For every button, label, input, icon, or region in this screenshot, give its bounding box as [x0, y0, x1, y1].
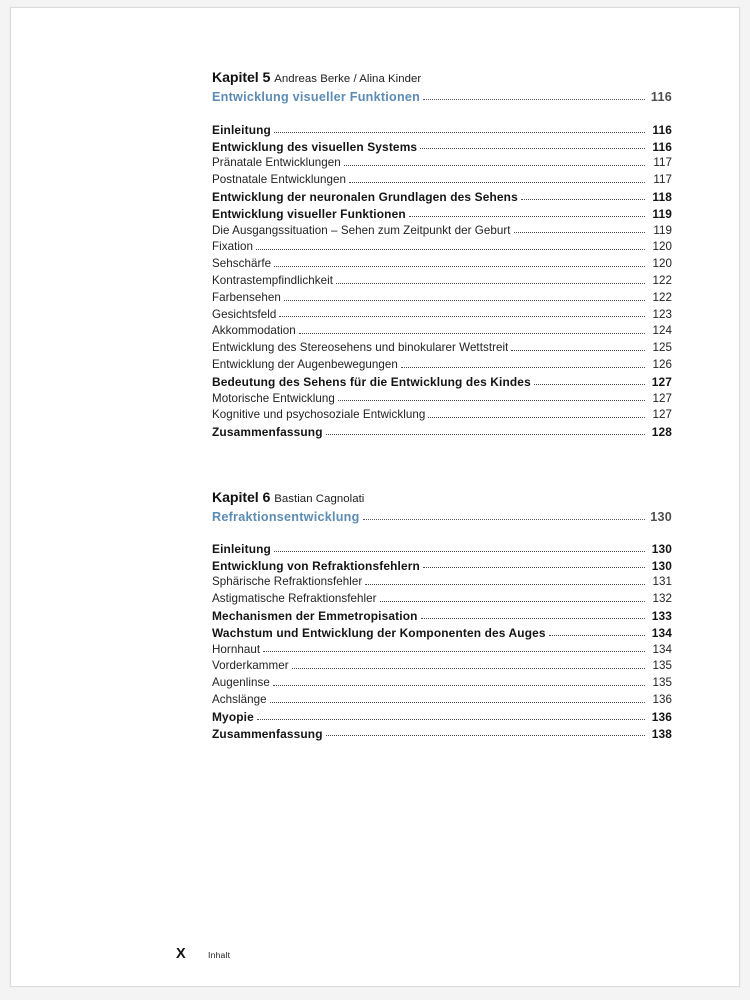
toc-entry-row[interactable]	[212, 122, 672, 139]
dot-leader	[263, 651, 645, 652]
toc-entry-row[interactable]	[212, 273, 672, 290]
toc-entry-title: Entwicklung des visuellen Systems	[212, 139, 418, 154]
toc-entry-title: Mechanismen der Emmetropisation	[212, 608, 418, 623]
dot-leader	[365, 584, 645, 585]
toc-entry-title: Entwicklung von Refraktionsfehlern	[212, 558, 420, 573]
toc-entry-row[interactable]	[212, 290, 672, 307]
dot-leader	[284, 300, 645, 301]
chapter-number-label: Kapitel 6	[212, 490, 271, 506]
toc-entry-title: Wachstum und Entwicklung der Komponenten des Auges	[212, 625, 546, 640]
toc-entry-row[interactable]	[212, 223, 672, 240]
toc-entry-title: Kontrastempfindlichkeit	[212, 273, 334, 287]
chapter-title-row[interactable]	[212, 89, 672, 106]
toc-entry-page-number: 123	[652, 307, 672, 321]
toc-entry-title: Zusammenfassung	[212, 726, 323, 741]
dot-leader	[326, 434, 645, 435]
spacer	[212, 106, 672, 122]
toc-entry-row[interactable]	[212, 642, 672, 659]
toc-entry-row[interactable]	[212, 172, 672, 189]
toc-entry-page-number: 117	[653, 173, 672, 187]
toc-entry-row[interactable]	[212, 239, 672, 256]
dot-leader	[511, 350, 645, 351]
toc-entry-row[interactable]	[212, 357, 672, 374]
dot-leader	[256, 249, 645, 250]
toc-entry-page-number: 122	[652, 273, 672, 287]
toc-entry-title: Sehschärfe	[212, 257, 272, 271]
dot-leader	[257, 719, 645, 720]
toc-entry-page-number: 125	[652, 341, 672, 355]
toc-entry-title: Gesichtsfeld	[212, 307, 277, 321]
dot-leader	[338, 400, 645, 401]
toc-entry-row[interactable]	[212, 574, 672, 591]
toc-entry-page-number: 116	[652, 122, 672, 137]
dot-leader	[380, 601, 645, 602]
toc-entry-page-number: 130	[651, 558, 672, 573]
chapter-title-row[interactable]	[212, 509, 672, 526]
chapter-block	[212, 490, 672, 742]
dot-leader	[428, 417, 645, 418]
dot-leader	[299, 333, 645, 334]
toc-entry-title: Einleitung	[212, 541, 271, 556]
dot-leader	[279, 316, 645, 317]
toc-entry-title: Kognitive und psychosoziale Entwicklung	[212, 408, 426, 422]
toc-entry-page-number: 130	[651, 541, 672, 556]
toc-entry-row[interactable]	[212, 541, 672, 558]
toc-entry-page-number: 118	[652, 189, 672, 204]
toc-entry-title: Akkommodation	[212, 324, 296, 338]
toc-entry-page-number: 119	[652, 206, 672, 221]
dot-leader	[549, 635, 645, 636]
dot-leader	[292, 668, 645, 669]
toc-entry-page-number: 122	[652, 290, 672, 304]
toc-entry-page-number: 127	[651, 374, 672, 389]
toc-entry-row[interactable]	[212, 206, 672, 223]
toc-entry-title: Entwicklung des Stereosehens und binokularer Wettstreit	[212, 341, 509, 355]
toc-entry-page-number: 116	[650, 90, 672, 104]
dot-leader	[420, 148, 645, 149]
toc-entry-page-number: 117	[653, 156, 672, 170]
toc-entry-title: Fixation	[212, 240, 253, 254]
toc-entry-title: Entwicklung der Augenbewegungen	[212, 357, 398, 371]
dot-leader	[514, 232, 645, 233]
chapter-block	[212, 70, 672, 441]
toc-entry-title: Motorische Entwicklung	[212, 391, 335, 405]
dot-leader	[270, 702, 645, 703]
dot-leader	[409, 216, 645, 217]
toc-entry-row[interactable]	[212, 155, 672, 172]
toc-entry-title: Refraktionsentwicklung	[212, 510, 360, 524]
toc-entry-page-number: 133	[651, 608, 672, 623]
toc-entry-title: Farbensehen	[212, 290, 281, 304]
toc-entry-row[interactable]	[212, 658, 672, 675]
toc-entry-row[interactable]	[212, 558, 672, 575]
toc-entry-title: Zusammenfassung	[212, 425, 323, 440]
toc-entry-page-number: 119	[653, 223, 672, 237]
chapter-number-label: Kapitel 5	[212, 70, 271, 86]
toc-entry-title: Myopie	[212, 709, 254, 724]
toc-entry-row[interactable]	[212, 139, 672, 156]
toc-entry-page-number: 120	[652, 240, 672, 254]
dot-leader	[423, 567, 645, 568]
dot-leader	[534, 384, 645, 385]
toc-entry-title: Bedeutung des Sehens für die Entwicklung des Kindes	[212, 374, 531, 389]
toc-entry-page-number: 136	[651, 709, 672, 724]
dot-leader	[326, 735, 645, 736]
toc-entry-row[interactable]	[212, 256, 672, 273]
chapter-author: Bastian Cagnolati	[274, 493, 365, 505]
chapter-heading	[212, 70, 672, 87]
toc-entry-row[interactable]	[212, 391, 672, 408]
toc-entry-title: Hornhaut	[212, 642, 261, 656]
dot-leader	[349, 182, 645, 183]
toc-entry-page-number: 126	[652, 357, 672, 371]
dot-leader	[401, 367, 645, 368]
toc-entry-page-number: 128	[651, 425, 672, 440]
toc-entry-title: Augenlinse	[212, 676, 270, 690]
toc-entry-page-number: 135	[652, 676, 672, 690]
toc-entry-title: Die Ausgangssituation – Sehen zum Zeitpunkt der Geburt	[212, 223, 511, 237]
toc-entry-page-number: 116	[652, 139, 672, 154]
dot-leader	[274, 132, 645, 133]
toc-entry-row[interactable]	[212, 340, 672, 357]
dot-leader	[336, 283, 645, 284]
dot-leader	[521, 199, 645, 200]
toc-entry-page-number: 130	[650, 510, 672, 524]
toc-entry-title: Astigmatische Refraktionsfehler	[212, 592, 377, 606]
toc-entry-title: Vorderkammer	[212, 659, 289, 673]
chapter-author: Andreas Berke / Alina Kinder	[274, 73, 422, 85]
toc-entry-row[interactable]	[212, 591, 672, 608]
toc-entry-title: Einleitung	[212, 122, 271, 137]
toc-entry-title: Entwicklung der neuronalen Grundlagen des Sehens	[212, 189, 518, 204]
toc-entry-row[interactable]	[212, 407, 672, 424]
toc-entry-row[interactable]	[212, 323, 672, 340]
toc-entry-row[interactable]	[212, 726, 672, 743]
toc-entry-row[interactable]	[212, 625, 672, 642]
toc-entry-page-number: 124	[652, 324, 672, 338]
toc-entry-title: Entwicklung visueller Funktionen	[212, 90, 421, 104]
toc-entry-page-number: 127	[652, 408, 672, 422]
toc-entry-page-number: 135	[652, 659, 672, 673]
toc-entry-row[interactable]	[212, 709, 672, 726]
toc-entry-page-number: 134	[652, 642, 672, 656]
footer-section-label: Inhalt	[207, 950, 231, 960]
toc-entry-page-number: 127	[652, 391, 672, 405]
dot-leader	[421, 618, 645, 619]
dot-leader	[273, 685, 645, 686]
book-page	[10, 7, 740, 987]
toc-entry-title: Sphärische Refraktionsfehler	[212, 575, 363, 589]
page-footer	[176, 946, 230, 962]
chapter-heading	[212, 490, 672, 507]
toc-entry-page-number: 132	[652, 592, 672, 606]
toc-entry-row[interactable]	[212, 424, 672, 441]
toc-entry-row[interactable]	[212, 307, 672, 324]
toc-entry-title: Postnatale Entwicklungen	[212, 173, 346, 187]
toc-entry-page-number: 136	[652, 692, 672, 706]
toc-entry-page-number: 134	[651, 625, 672, 640]
toc-entry-page-number: 138	[651, 726, 672, 741]
toc-entry-row[interactable]	[212, 189, 672, 206]
dot-leader	[344, 165, 645, 166]
toc-entry-title: Pränatale Entwicklungen	[212, 156, 341, 170]
toc-entry-row[interactable]	[212, 692, 672, 709]
dot-leader	[274, 551, 645, 552]
dot-leader	[363, 519, 645, 520]
toc-entry-page-number: 131	[652, 575, 672, 589]
toc-entry-row[interactable]	[212, 374, 672, 391]
toc-entry-title: Entwicklung visueller Funktionen	[212, 206, 406, 221]
toc-entry-row[interactable]	[212, 608, 672, 625]
spacer	[212, 526, 672, 541]
folio-number: X	[176, 946, 186, 962]
toc-entry-row[interactable]	[212, 675, 672, 692]
toc-entry-page-number: 120	[652, 257, 672, 271]
toc-entry-title: Achslänge	[212, 692, 267, 706]
dot-leader	[274, 266, 645, 267]
dot-leader	[423, 99, 645, 100]
